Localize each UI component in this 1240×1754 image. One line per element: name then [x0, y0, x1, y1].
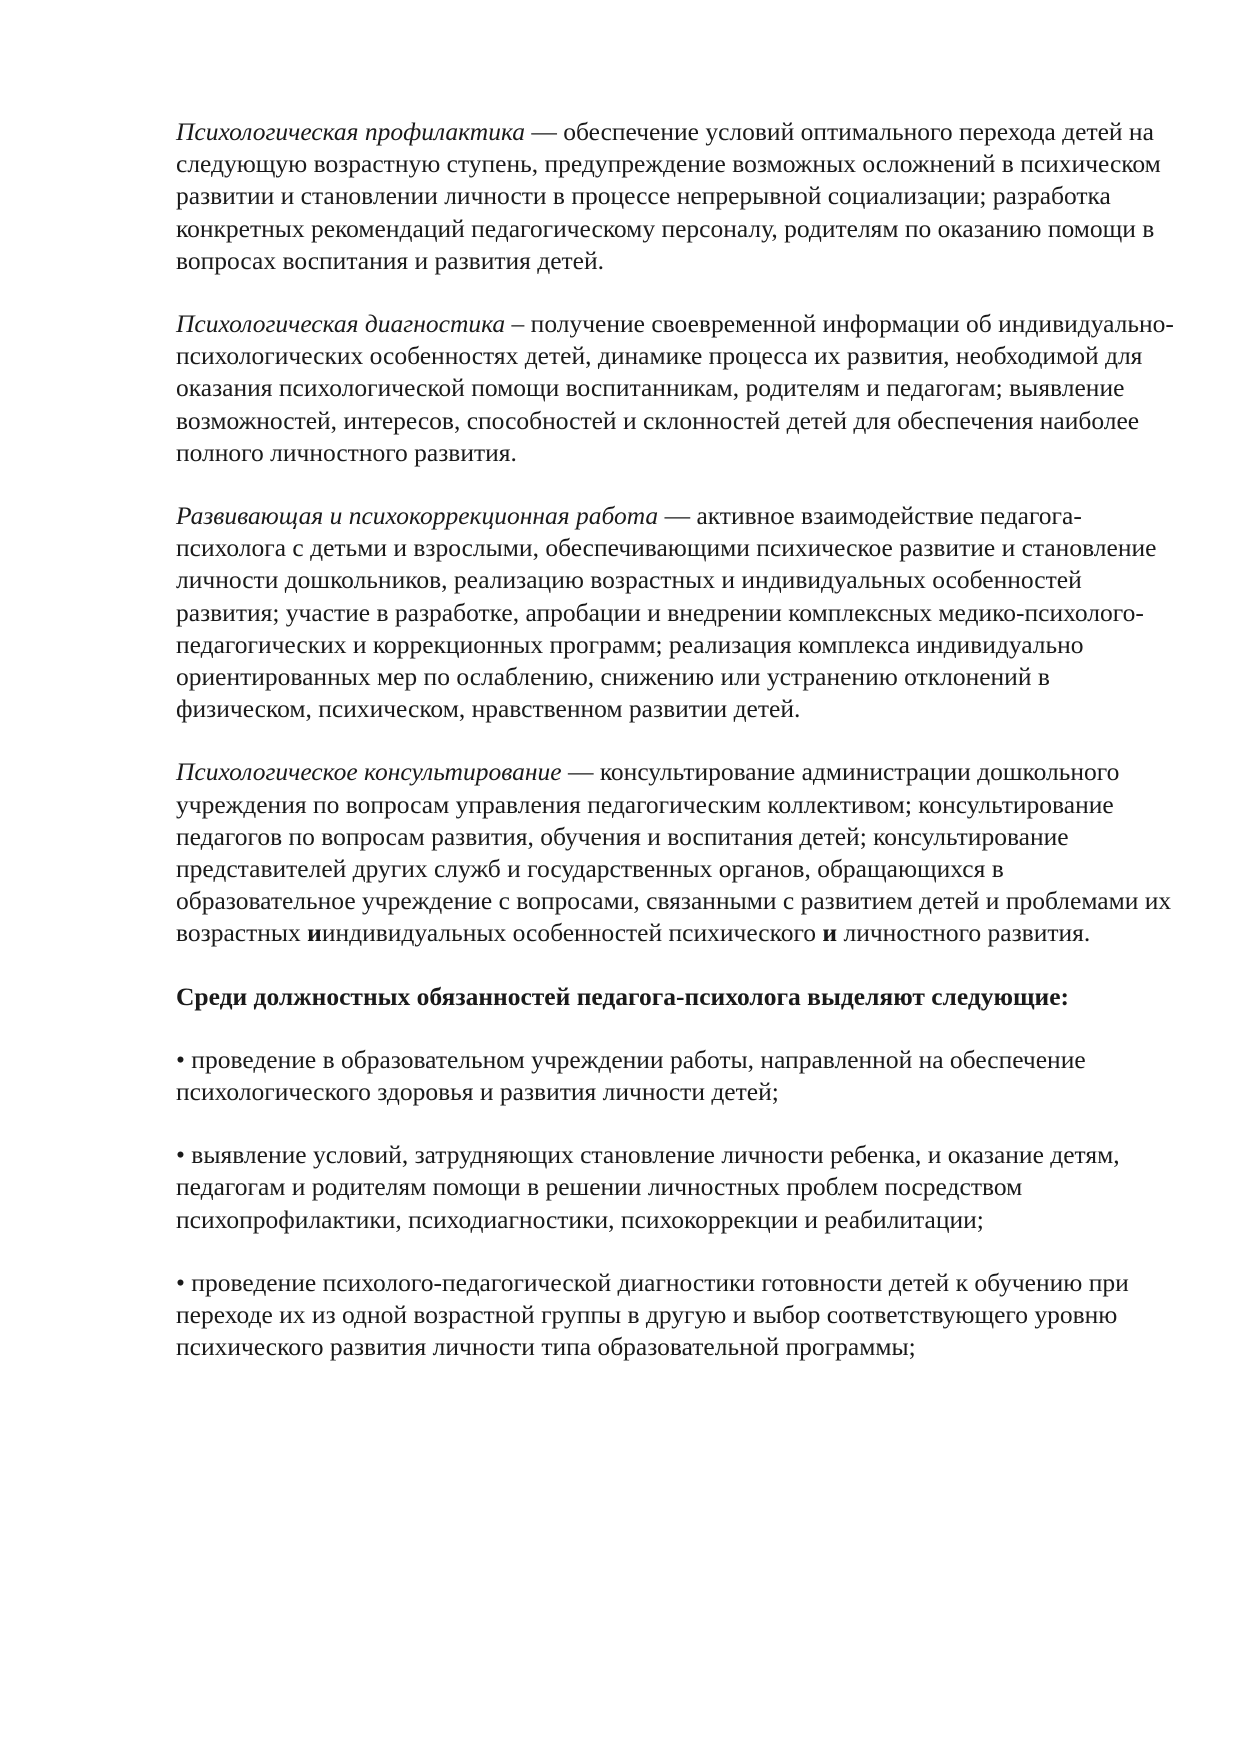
section-heading: Среди должностных обязанностей педагога-психолога выделяют следующие:	[176, 981, 1070, 1011]
paragraph-correction	[176, 500, 1176, 725]
paragraph-consulting	[176, 756, 1176, 949]
bold-conjunction: и	[822, 918, 838, 948]
paragraph-prophylaxis	[176, 116, 1176, 277]
paragraph-text: индивидуальных особенностей психического	[321, 918, 823, 948]
paragraph-text: – получение своевременной информации об индивидуально-психологических особенностях детей, динамике процесса их развития, необходимой для оказания психологической помощи воспитанникам, родителям и педагогам; выявление возможностей, интересов, способностей и склонностей детей для обеспечения наиболее полного личностного развития.	[176, 309, 1174, 467]
list-item: • проведение психолого-педагогической диагностики готовности детей к обучению при переходе их из одной возрастной группы в другую и выбор соответствующего уровню психического развития личности типа образовательной программы;	[176, 1267, 1129, 1362]
term-prophylaxis: Психологическая профилактика	[176, 117, 525, 146]
paragraph-text: — обеспечение условий оптимального перехода детей на следующую возрастную ступень, предупреждение возможных осложнений в психическом развитии и становлении личности в процессе непрерывной социализации; разработка конкретных рекомендаций педагогическому персоналу, родителям по оказанию помощи в вопросах воспитания и развития детей.	[176, 117, 1161, 275]
paragraph-text: — активное взаимодействие педагога-психолога с детьми и взрослыми, обеспечивающими психическое развитие и становление личности дошкольников, реализацию возрастных и индивидуальных особенностей развития; участие в разработке, апробации и внедрении комплексных медико-психолого-педагогических и коррекционных программ; реализация комплекса индивидуально ориентированных мер по ослаблению, снижению или устранению отклонений в физическом, психическом, нравственном развитии детей.	[176, 501, 1157, 724]
document-body	[176, 116, 1176, 1395]
bold-conjunction: и	[307, 918, 322, 948]
term-consulting: Психологическое консультирование	[176, 757, 562, 787]
paragraph-text: — консультирование администрации дошкольного учреждения по вопросам управления педагогическим коллективом; консультирование педагогов по вопросам развития, обучения и воспитания детей; консультирование представителей других служб и государственных органов, обращающихся в образовательное учреждение с вопросами, связанными с развитием детей и проблемами их возрастных	[176, 757, 1172, 948]
list-item: • выявление условий, затрудняющих становление личности ребенка, и оказание детям, педагогам и родителям помощи в решении личностных проблем посредством психопрофилактики, психодиагностики, психокоррекции и реабилитации;	[176, 1140, 1120, 1234]
term-diagnostics: Психологическая диагностика	[176, 309, 506, 339]
paragraph-text: личностного развития.	[837, 918, 1091, 948]
term-correction: Развивающая и психокоррекционная работа	[176, 501, 659, 531]
paragraph-diagnostics	[176, 308, 1176, 469]
list-item: • проведение в образовательном учреждении работы, направленной на обеспечение психологического здоровья и развития личности детей;	[176, 1044, 1086, 1107]
